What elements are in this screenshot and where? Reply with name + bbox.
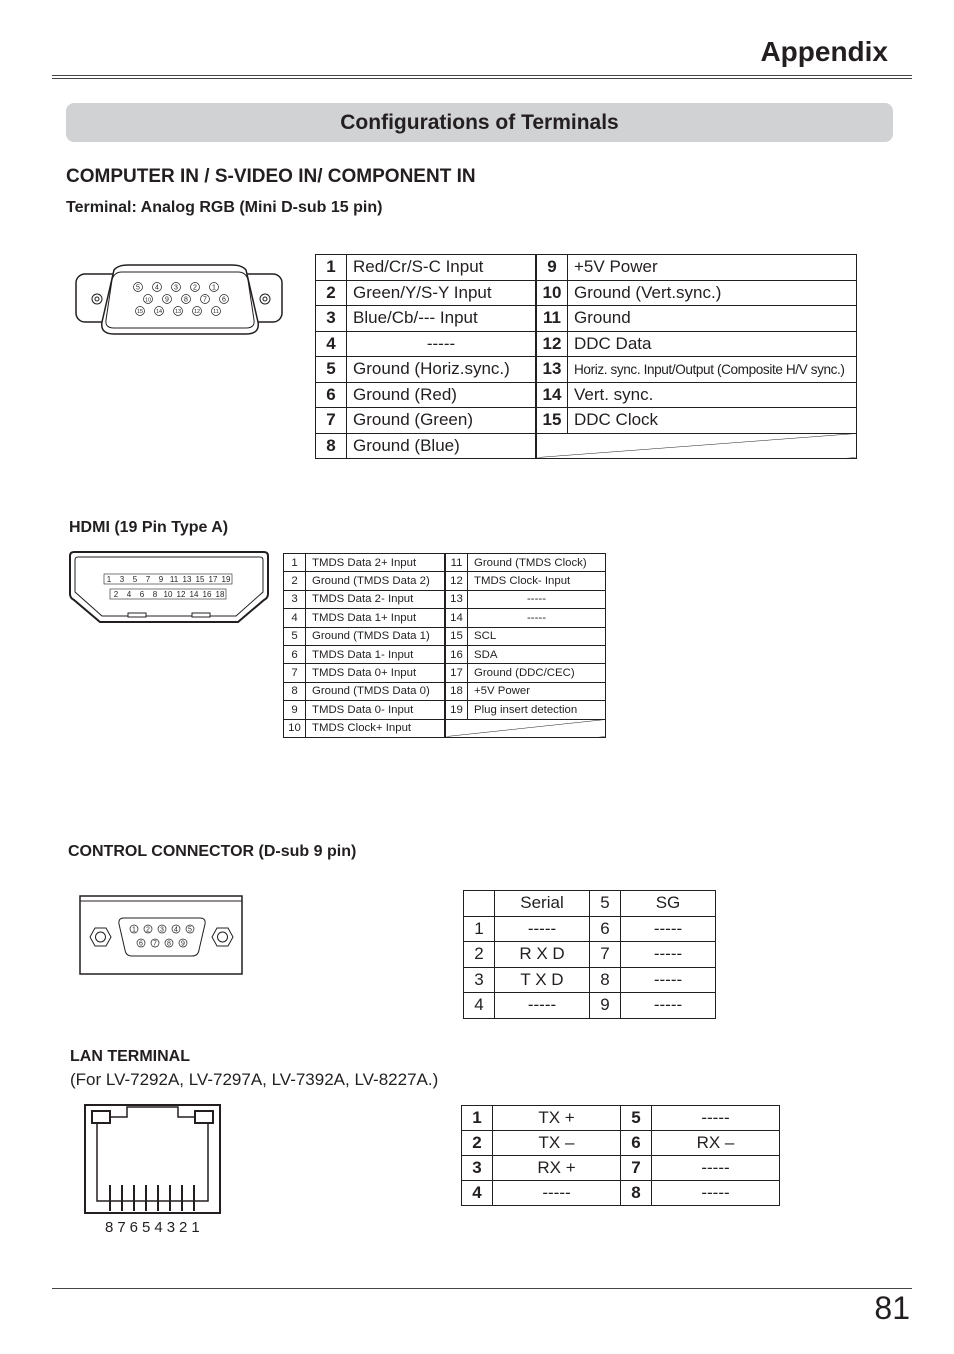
pin-number: 11 xyxy=(446,554,468,572)
pin-signal: ----- xyxy=(652,1156,780,1181)
pin-signal: ----- xyxy=(493,1181,621,1206)
pin-number: 3 xyxy=(316,306,347,332)
table-row xyxy=(316,408,857,434)
pin-number: 3 xyxy=(464,967,495,993)
pin-signal: Serial xyxy=(495,891,590,917)
vga-pin-label: 8 xyxy=(184,296,188,304)
hdmi-pin-label: 9 xyxy=(158,575,164,584)
dsub9-pin-label: 3 xyxy=(160,926,164,934)
dsub9-pin-label: 5 xyxy=(188,926,192,934)
hdmi-pin-label: 18 xyxy=(215,590,225,599)
pin-signal: TX – xyxy=(493,1131,621,1156)
pin-number: 6 xyxy=(284,645,306,663)
pin-number: 5 xyxy=(590,891,621,917)
pin-signal: ----- xyxy=(621,942,716,968)
pin-number: 15 xyxy=(446,627,468,645)
pin-number: 5 xyxy=(284,627,306,645)
pin-number: 4 xyxy=(462,1181,493,1206)
table-row xyxy=(464,967,716,993)
pin-signal: Ground (TMDS Data 2) xyxy=(306,572,445,590)
pin-signal: Ground (Green) xyxy=(347,408,536,434)
control-pin-table xyxy=(463,890,716,1019)
pin-number: 7 xyxy=(621,1156,652,1181)
table-row xyxy=(316,280,857,306)
vga-pin-label: 6 xyxy=(222,296,226,304)
pin-signal: TMDS Data 1- Input xyxy=(306,645,445,663)
vga-pin-label: 15 xyxy=(136,309,144,315)
table-row xyxy=(464,993,716,1019)
pin-number: 8 xyxy=(621,1181,652,1206)
rj45-pin-numbers: 87654321 xyxy=(105,1219,204,1236)
pin-number: 9 xyxy=(537,255,568,281)
lan-pin-table xyxy=(461,1105,780,1206)
table-row xyxy=(284,664,606,682)
pin-signal: ----- xyxy=(652,1106,780,1131)
pin-signal: T X D xyxy=(495,967,590,993)
hdmi-pin-label: 1 xyxy=(106,575,112,584)
vga-pin-label: 4 xyxy=(155,284,159,292)
pin-number: 2 xyxy=(462,1131,493,1156)
vga-connector-diagram xyxy=(74,262,286,338)
lan-models: (For LV-7292A, LV-7297A, LV-7392A, LV-8227A.) xyxy=(70,1070,439,1089)
pin-number: 11 xyxy=(537,306,568,332)
table-row xyxy=(316,255,857,281)
pin-number: 8 xyxy=(590,967,621,993)
table-row xyxy=(284,554,606,572)
computer-heading: COMPUTER IN / S-VIDEO IN/ COMPONENT IN xyxy=(66,166,476,187)
page-number: 81 xyxy=(874,1290,910,1326)
dsub9-pin-label: 4 xyxy=(174,926,178,934)
pin-signal: Vert. sync. xyxy=(568,382,857,408)
hdmi-pin-label: 14 xyxy=(189,590,199,599)
pin-number: 10 xyxy=(284,719,306,737)
dsub9-pin-label: 1 xyxy=(132,926,136,934)
pin-number: 13 xyxy=(446,590,468,608)
pin-number: 5 xyxy=(316,357,347,383)
pin-signal: TMDS Data 2- Input xyxy=(306,590,445,608)
pin-signal: SCL xyxy=(468,627,606,645)
pin-number: 12 xyxy=(446,572,468,590)
pin-signal: Horiz. sync. Input/Output (Composite H/V sync.) xyxy=(568,357,857,383)
pin-signal: Ground (Blue) xyxy=(347,433,536,459)
vga-pin-label: 12 xyxy=(193,309,201,315)
pin-number: 7 xyxy=(284,664,306,682)
pin-number: 14 xyxy=(537,382,568,408)
pin-signal: TMDS Clock+ Input xyxy=(306,719,445,737)
pin-number: 12 xyxy=(537,331,568,357)
hdmi-pin-label: 7 xyxy=(145,575,151,584)
table-row xyxy=(284,590,606,608)
dsub9-connector-diagram xyxy=(78,894,246,978)
pin-number: 6 xyxy=(621,1131,652,1156)
vga-pin-label: 3 xyxy=(174,284,178,292)
pin-signal: ----- xyxy=(495,993,590,1019)
pin-signal: Ground (TMDS Data 0) xyxy=(306,682,445,700)
page-title: Appendix xyxy=(760,36,888,67)
table-row xyxy=(316,331,857,357)
pin-signal: DDC Data xyxy=(568,331,857,357)
pin-number: 18 xyxy=(446,682,468,700)
hdmi-pin-label: 3 xyxy=(119,575,125,584)
table-row xyxy=(284,682,606,700)
empty-cell xyxy=(446,719,606,737)
vga-pin-label: 1 xyxy=(212,284,216,292)
pin-signal: Ground (TMDS Clock) xyxy=(468,554,606,572)
table-row xyxy=(316,306,857,332)
pin-signal: Ground (TMDS Data 1) xyxy=(306,627,445,645)
pin-signal: RX + xyxy=(493,1156,621,1181)
pin-number: 19 xyxy=(446,701,468,719)
pin-number: 1 xyxy=(464,916,495,942)
pin-signal: SG xyxy=(621,891,716,917)
hdmi-pin-label: 17 xyxy=(208,575,218,584)
dsub9-pin-label: 6 xyxy=(139,940,143,948)
pin-number: 6 xyxy=(316,382,347,408)
header-rule-bottom xyxy=(52,78,912,79)
pin-signal: TMDS Data 1+ Input xyxy=(306,609,445,627)
hdmi-pin-label: 12 xyxy=(176,590,186,599)
pin-signal: Ground (Horiz.sync.) xyxy=(347,357,536,383)
pin-number: 2 xyxy=(316,280,347,306)
pin-signal: ----- xyxy=(652,1181,780,1206)
hdmi-pin-label: 2 xyxy=(113,590,119,599)
pin-signal: Red/Cr/S-C Input xyxy=(347,255,536,281)
pin-signal: ----- xyxy=(347,331,536,357)
hdmi-pin-label: 6 xyxy=(139,590,145,599)
pin-signal: SDA xyxy=(468,645,606,663)
pin-number: 17 xyxy=(446,664,468,682)
pin-number: 5 xyxy=(621,1106,652,1131)
hdmi-pin-table xyxy=(283,553,606,738)
pin-number: 7 xyxy=(316,408,347,434)
computer-subheading: Terminal: Analog RGB (Mini D-sub 15 pin) xyxy=(66,199,383,216)
pin-number: 2 xyxy=(464,942,495,968)
table-row xyxy=(462,1131,780,1156)
hdmi-connector-diagram xyxy=(68,550,270,628)
pin-number: 1 xyxy=(316,255,347,281)
pin-signal: Ground (DDC/CEC) xyxy=(468,664,606,682)
pin-number: 7 xyxy=(590,942,621,968)
table-row xyxy=(284,627,606,645)
hdmi-pin-label: 8 xyxy=(152,590,158,599)
table-row xyxy=(462,1156,780,1181)
pin-signal: Plug insert detection xyxy=(468,701,606,719)
section-banner xyxy=(66,103,893,142)
table-row xyxy=(462,1181,780,1206)
lan-heading: LAN TERMINAL xyxy=(70,1048,190,1065)
table-row xyxy=(284,645,606,663)
vga-pin-table xyxy=(315,254,857,459)
hdmi-heading: HDMI (19 Pin Type A) xyxy=(69,519,229,536)
hdmi-pin-label: 13 xyxy=(182,575,192,584)
dsub9-pin-label: 9 xyxy=(181,940,185,948)
pin-number: 4 xyxy=(316,331,347,357)
pin-signal: ----- xyxy=(468,609,606,627)
hdmi-pin-label: 15 xyxy=(195,575,205,584)
pin-signal: TMDS Data 0- Input xyxy=(306,701,445,719)
pin-number: 16 xyxy=(446,645,468,663)
dsub9-pin-label: 7 xyxy=(153,940,157,948)
pin-signal: TMDS Data 2+ Input xyxy=(306,554,445,572)
pin-signal: Green/Y/S-Y Input xyxy=(347,280,536,306)
pin-signal: Ground xyxy=(568,306,857,332)
pin-number: 10 xyxy=(537,280,568,306)
table-row xyxy=(284,609,606,627)
pin-signal: Ground (Vert.sync.) xyxy=(568,280,857,306)
vga-pin-label: 10 xyxy=(144,297,152,304)
hdmi-pin-label: 16 xyxy=(202,590,212,599)
footer-rule xyxy=(52,1288,912,1289)
table-row xyxy=(284,719,606,737)
vga-pin-label: 13 xyxy=(174,309,182,315)
pin-signal: DDC Clock xyxy=(568,408,857,434)
vga-pin-label: 14 xyxy=(155,309,163,315)
table-row xyxy=(284,701,606,719)
header-rule-top xyxy=(52,75,912,76)
table-row xyxy=(284,572,606,590)
pin-number: 8 xyxy=(316,433,347,459)
pin-number: 9 xyxy=(590,993,621,1019)
table-row xyxy=(464,891,716,917)
pin-signal: ----- xyxy=(468,590,606,608)
pin-signal: Blue/Cb/--- Input xyxy=(347,306,536,332)
vga-pin-label: 2 xyxy=(193,284,197,292)
pin-signal: TX + xyxy=(493,1106,621,1131)
pin-number xyxy=(464,891,495,917)
pin-signal: Ground (Red) xyxy=(347,382,536,408)
hdmi-pin-label: 5 xyxy=(132,575,138,584)
hdmi-pin-label: 4 xyxy=(126,590,132,599)
vga-pin-label: 7 xyxy=(203,296,207,304)
dsub9-pin-label: 2 xyxy=(146,926,150,934)
pin-signal: ----- xyxy=(621,993,716,1019)
table-row xyxy=(316,357,857,383)
pin-number: 1 xyxy=(284,554,306,572)
pin-signal: ----- xyxy=(621,916,716,942)
pin-number: 3 xyxy=(284,590,306,608)
vga-pin-label: 11 xyxy=(213,309,219,315)
pin-signal: +5V Power xyxy=(468,682,606,700)
pin-number: 14 xyxy=(446,609,468,627)
table-row xyxy=(316,433,857,459)
pin-number: 4 xyxy=(464,993,495,1019)
hdmi-pin-label: 10 xyxy=(163,590,173,599)
pin-number: 6 xyxy=(590,916,621,942)
pin-signal: R X D xyxy=(495,942,590,968)
section-banner-title: Configurations of Terminals xyxy=(340,111,619,134)
pin-signal: ----- xyxy=(621,967,716,993)
pin-signal: RX – xyxy=(652,1131,780,1156)
pin-signal: TMDS Clock- Input xyxy=(468,572,606,590)
hdmi-pin-label: 11 xyxy=(169,575,179,584)
pin-number: 8 xyxy=(284,682,306,700)
pin-number: 2 xyxy=(284,572,306,590)
table-row xyxy=(316,382,857,408)
hdmi-pin-label: 19 xyxy=(221,575,231,584)
vga-pin-label: 9 xyxy=(165,296,169,304)
pin-number: 3 xyxy=(462,1156,493,1181)
pin-signal: TMDS Data 0+ Input xyxy=(306,664,445,682)
pin-number: 9 xyxy=(284,701,306,719)
dsub9-pin-label: 8 xyxy=(167,940,171,948)
rj45-connector-diagram xyxy=(83,1103,223,1217)
pin-number: 4 xyxy=(284,609,306,627)
vga-pin-label: 5 xyxy=(136,284,140,292)
empty-cell xyxy=(537,433,857,459)
table-row xyxy=(464,942,716,968)
control-heading: CONTROL CONNECTOR (D-sub 9 pin) xyxy=(68,843,357,860)
pin-signal: ----- xyxy=(495,916,590,942)
table-row xyxy=(464,916,716,942)
pin-number: 15 xyxy=(537,408,568,434)
pin-number: 13 xyxy=(537,357,568,383)
pin-number: 1 xyxy=(462,1106,493,1131)
pin-signal: +5V Power xyxy=(568,255,857,281)
table-row xyxy=(462,1106,780,1131)
